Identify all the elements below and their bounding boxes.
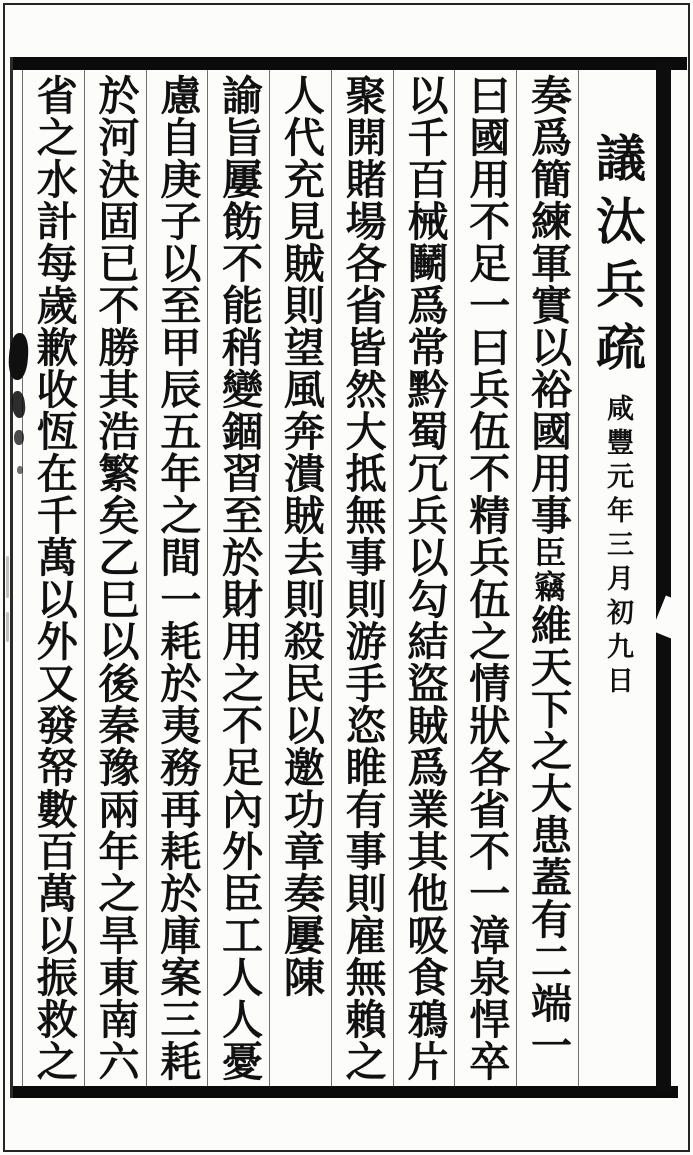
body-column-2 <box>516 70 578 1086</box>
body-column-8 <box>146 70 208 1086</box>
title-date-note: 咸豐元年三月初九日 <box>602 394 633 700</box>
page-title: 議汰兵疏 <box>588 132 647 384</box>
body-column-9 <box>84 70 146 1086</box>
body-column-5 <box>331 70 393 1086</box>
column-text: 於河決固已不勝其浩繁矣乙巳以後秦豫兩年之旱東南六 <box>91 74 140 1082</box>
ink-smudge <box>17 466 23 474</box>
frame-bottom-bar <box>10 1086 678 1098</box>
body-column-10 <box>22 70 84 1086</box>
column-text: 以千百械鬭爲常黔蜀冗兵以勾結盜賊爲業其他吸食鴉片 <box>400 74 449 1082</box>
spine-fold-mark <box>6 612 9 642</box>
text-block <box>22 70 654 1086</box>
column-text: 聚開賭場各省皆然大抵無事則游手恣睢有事則雇無賴之 <box>338 74 387 1082</box>
column-text: 慮自庚子以至甲辰五年之間一耗於夷務再耗於庫案三耗 <box>153 74 202 1082</box>
body-column-3 <box>454 70 516 1086</box>
body-column-4 <box>393 70 455 1086</box>
column-text: 曰國用不足一曰兵伍不精兵伍之情狀各省不一漳泉悍卒 <box>462 74 511 1082</box>
body-column-6 <box>269 70 331 1086</box>
frame-right-bar <box>656 63 671 1092</box>
frame-top-bar <box>10 57 687 70</box>
column-text: 奏爲簡練軍實以裕國用事 <box>524 74 572 536</box>
printed-frame <box>10 57 687 1098</box>
ink-smudge <box>14 430 24 445</box>
title-column <box>578 70 654 1086</box>
spine-fold-mark <box>6 556 9 598</box>
column-text: 人代充見賊則望風奔潰賊去則殺民以邀功章奏屢陳 <box>276 74 325 998</box>
column-text: 省之水計每歲歉收恆在千萬以外又發帑數百萬以振救之 <box>29 74 78 1082</box>
body-column-7 <box>207 70 269 1086</box>
frame-left-line <box>10 57 13 1098</box>
column-text: 諭旨屢飭不能稍變錮習至於財用之不足內外臣工人人憂 <box>215 74 264 1082</box>
column-text: 維天下之大患蓋有二端一 <box>524 604 572 1066</box>
humble-self-reference: 臣竊 <box>529 536 567 604</box>
